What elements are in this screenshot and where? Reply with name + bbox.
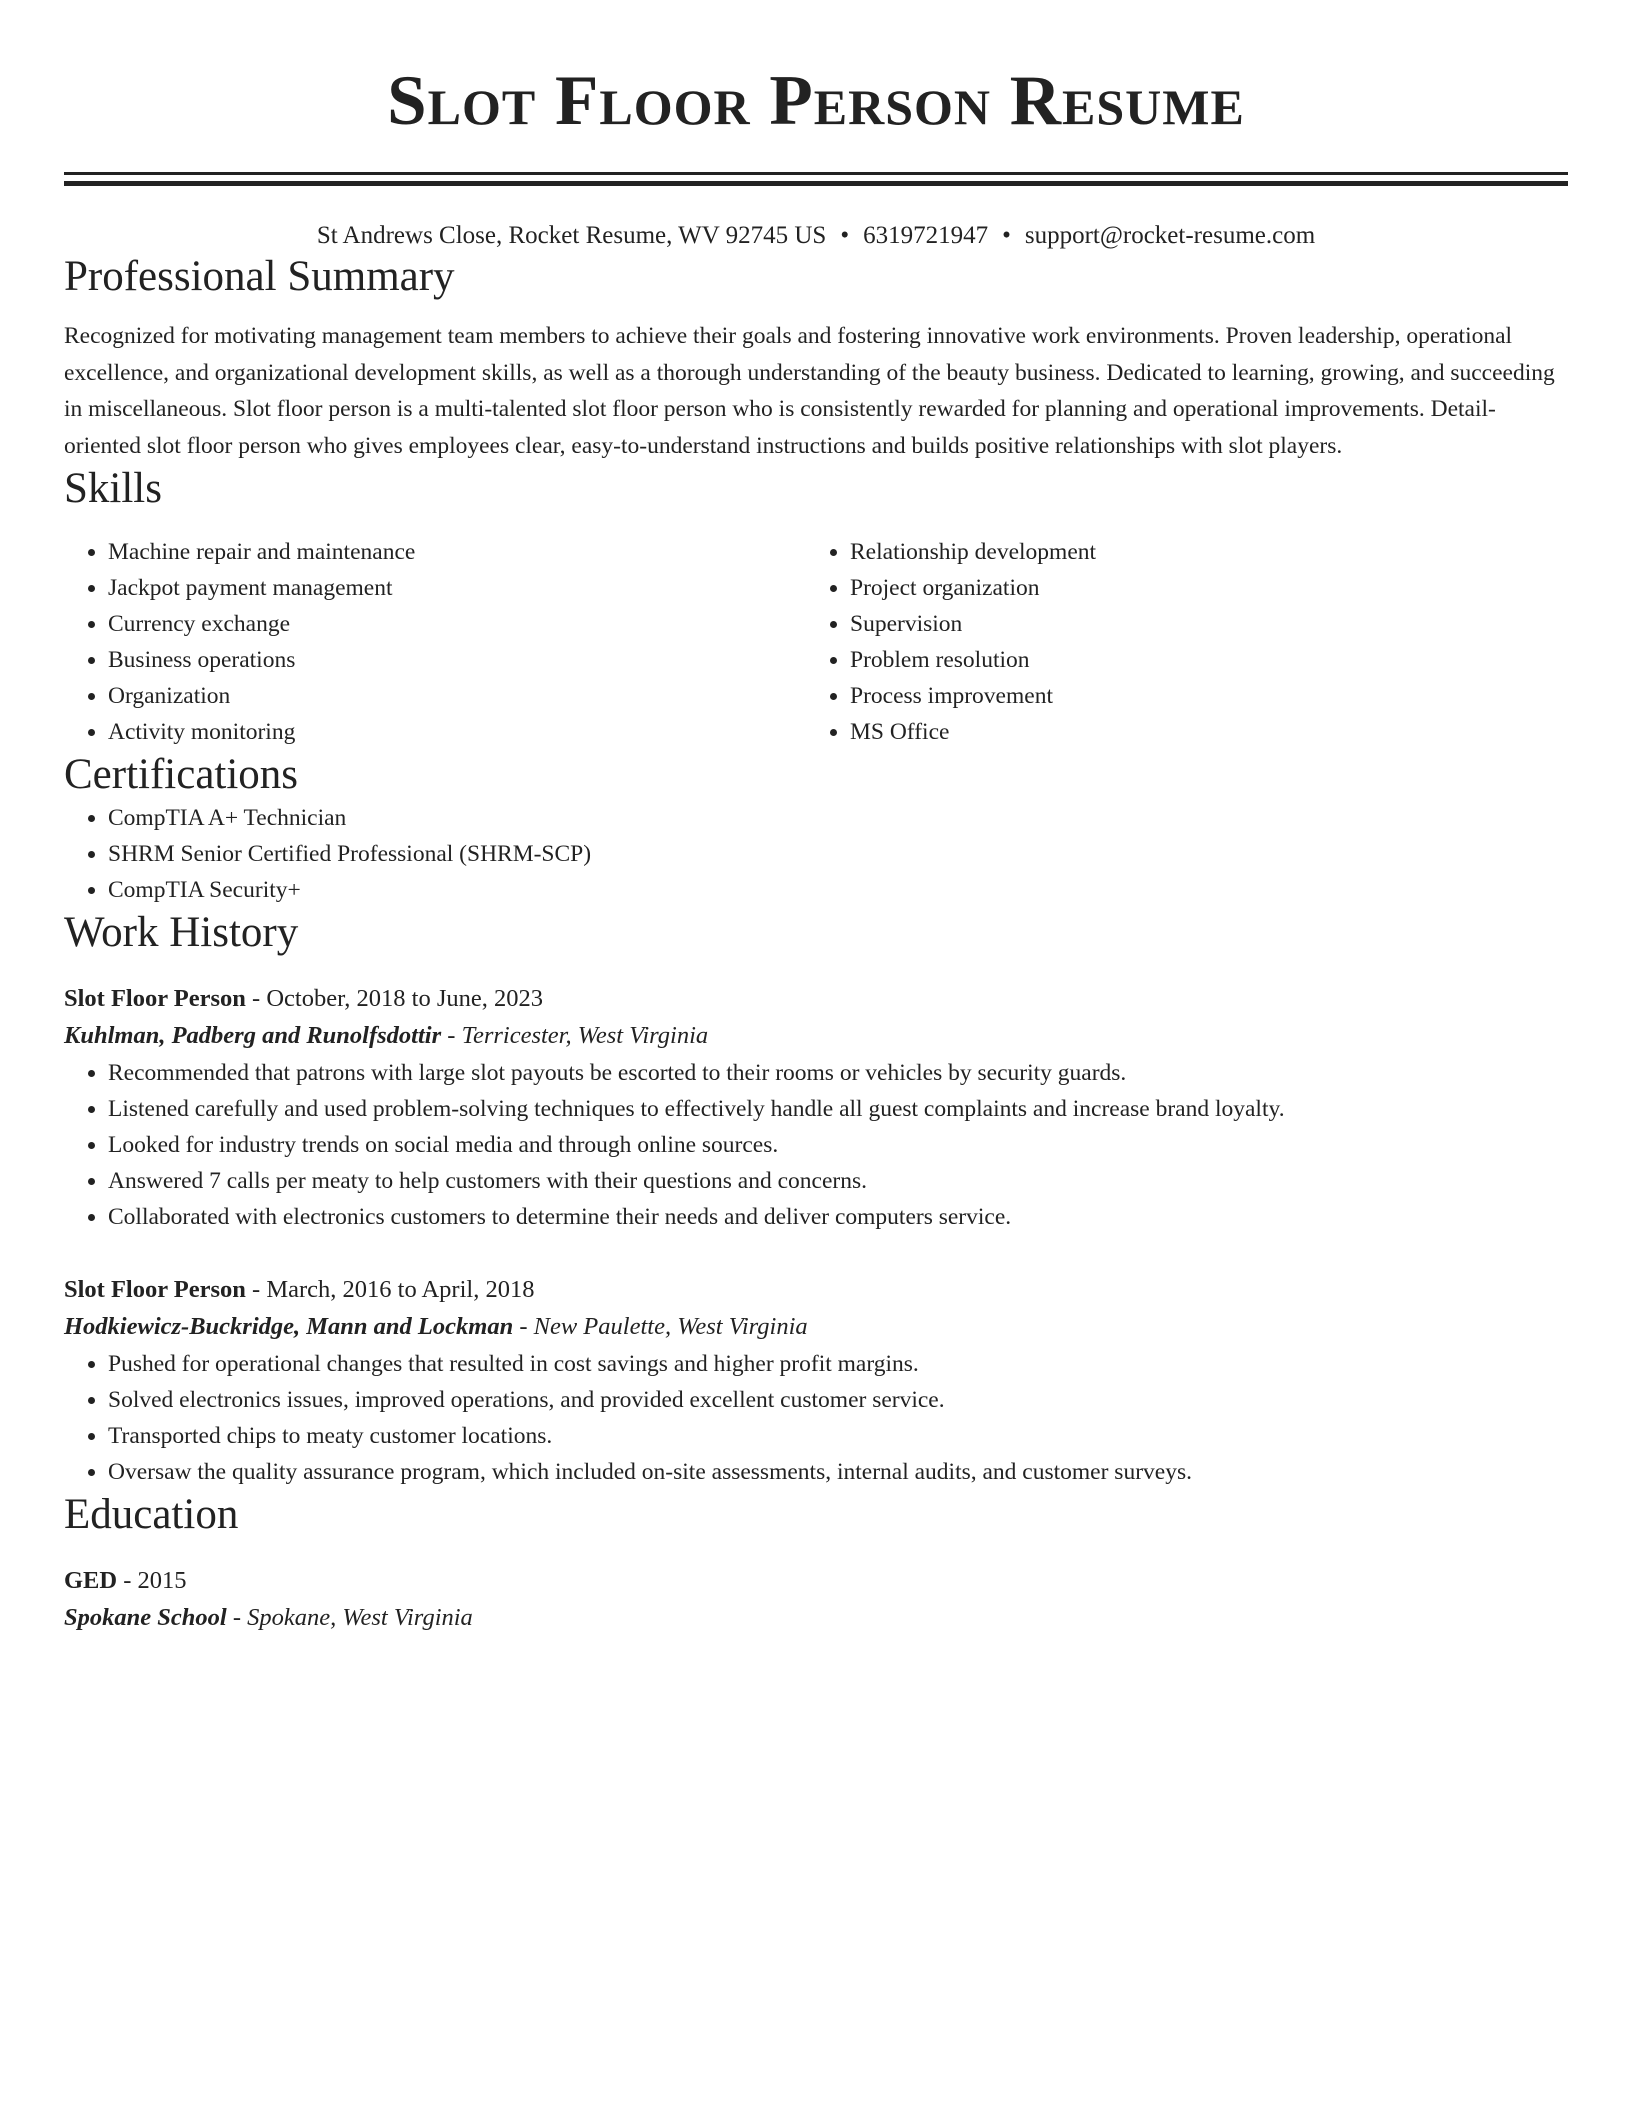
summary-heading: Professional Summary	[64, 253, 455, 300]
job-title-line: Slot Floor Person - October, 2018 to June, 2023	[64, 985, 543, 1012]
job-duty: • Pushed for operational changes that resulted in cost savings and higher profit margins.	[108, 1346, 1568, 1382]
job-duty: • Solved electronics issues, improved operations, and provided excellent customer service.	[108, 1382, 1568, 1418]
contact-line	[64, 220, 1568, 252]
skill-item: • Jackpot payment management	[108, 570, 806, 606]
contact-separator: •	[1002, 222, 1011, 249]
job-duty: • Oversaw the quality assurance program, which included on-site assessments, internal audits, and customer surveys.	[108, 1454, 1568, 1490]
skill-item: • Machine repair and maintenance	[108, 534, 806, 570]
job-duty: • Recommended that patrons with large slot payouts be escorted to their rooms or vehicles by security guards.	[108, 1055, 1568, 1091]
job-company-line: Kuhlman, Padberg and Runolfsdottir - Terricester, West Virginia	[64, 1022, 709, 1049]
job-title: Slot Floor Person	[64, 985, 246, 1012]
job-location: New Paulette, West Virginia	[533, 1313, 808, 1340]
job-duty: • Transported chips to meaty customer locations.	[108, 1418, 1568, 1454]
job-duty: • Collaborated with electronics customers to determine their needs and deliver computers service.	[108, 1199, 1568, 1235]
job-duty: • Looked for industry trends on social media and through online sources.	[108, 1127, 1568, 1163]
title-divider-thick	[64, 181, 1568, 186]
skills-list-left	[64, 534, 806, 750]
job-duty: • Listened carefully and used problem-solving techniques to effectively handle all guest complaints and increase brand loyalty.	[108, 1091, 1568, 1127]
skill-item: • Activity monitoring	[108, 714, 806, 750]
education-degree: GED	[64, 1567, 118, 1594]
certifications-heading: Certifications	[64, 751, 299, 798]
skills-heading: Skills	[64, 465, 162, 512]
job-duties-list	[64, 1346, 1568, 1490]
job-company: Kuhlman, Padberg and Runolfsdottir	[64, 1022, 442, 1049]
skill-item: • Project organization	[850, 570, 1548, 606]
skill-item: • MS Office	[850, 714, 1548, 750]
skill-item: • Organization	[108, 678, 806, 714]
summary-text: Recognized for motivating management team members to achieve their goals and fostering innovative work environments. Proven leadership, operational excellence, and organizational development skills, as well as a thorough understanding of the beauty business. Dedicated to learning, growing, and succeeding in miscellaneous. Slot floor person is a multi-talented slot floor person who is consistently rewarded for planning and operational improvements. Detail-oriented slot floor person who gives employees clear, easy-to-understand instructions and builds positive relationships with slot players.	[64, 323, 1555, 459]
job-duty: • Answered 7 calls per meaty to help customers with their questions and concerns.	[108, 1163, 1568, 1199]
education-entry	[64, 1562, 1568, 1637]
skill-item: • Problem resolution	[850, 642, 1548, 678]
skill-item: • Currency exchange	[108, 606, 806, 642]
education-school: Spokane School	[64, 1604, 227, 1631]
skills-list-right	[806, 534, 1548, 750]
certifications-list	[64, 800, 1568, 908]
education-location: Spokane, West Virginia	[247, 1604, 473, 1631]
contact-phone: 6319721947	[863, 222, 989, 249]
certification-item: • CompTIA A+ Technician	[108, 800, 1568, 836]
skill-item: • Process improvement	[850, 678, 1548, 714]
resume-title: Slot Floor Person Resume	[387, 62, 1245, 140]
job-entry	[64, 1271, 1568, 1490]
job-dates: March, 2016 to April, 2018	[266, 1276, 535, 1303]
skills-grid	[64, 534, 1568, 750]
skill-item: • Business operations	[108, 642, 806, 678]
certification-item: • SHRM Senior Certified Professional (SHRM-SCP)	[108, 836, 1568, 872]
contact-email: support@rocket-resume.com	[1024, 222, 1316, 249]
title-divider-thin	[64, 172, 1568, 175]
job-location: Terricester, West Virginia	[461, 1022, 709, 1049]
contact-address: St Andrews Close, Rocket Resume, WV 92745 US	[316, 222, 827, 249]
job-company: Hodkiewicz-Buckridge, Mann and Lockman	[64, 1313, 514, 1340]
job-title: Slot Floor Person	[64, 1276, 246, 1303]
skill-item: • Supervision	[850, 606, 1548, 642]
job-dates: October, 2018 to June, 2023	[266, 985, 543, 1012]
job-company-line: Hodkiewicz-Buckridge, Mann and Lockman - New Paulette, West Virginia	[64, 1313, 808, 1340]
contact-separator: •	[840, 222, 850, 249]
certification-item: • CompTIA Security+	[108, 872, 1568, 908]
skill-item: • Relationship development	[850, 534, 1548, 570]
education-heading: Education	[64, 1491, 239, 1538]
job-title-line: Slot Floor Person - March, 2016 to April, 2018	[64, 1276, 535, 1303]
job-duties-list	[64, 1055, 1568, 1235]
job-entry	[64, 980, 1568, 1235]
education-school-line: Spokane School - Spokane, West Virginia	[64, 1604, 473, 1631]
work-history-heading: Work History	[64, 909, 299, 956]
education-degree-line: GED - 2015	[64, 1567, 187, 1594]
education-year: 2015	[137, 1567, 187, 1594]
